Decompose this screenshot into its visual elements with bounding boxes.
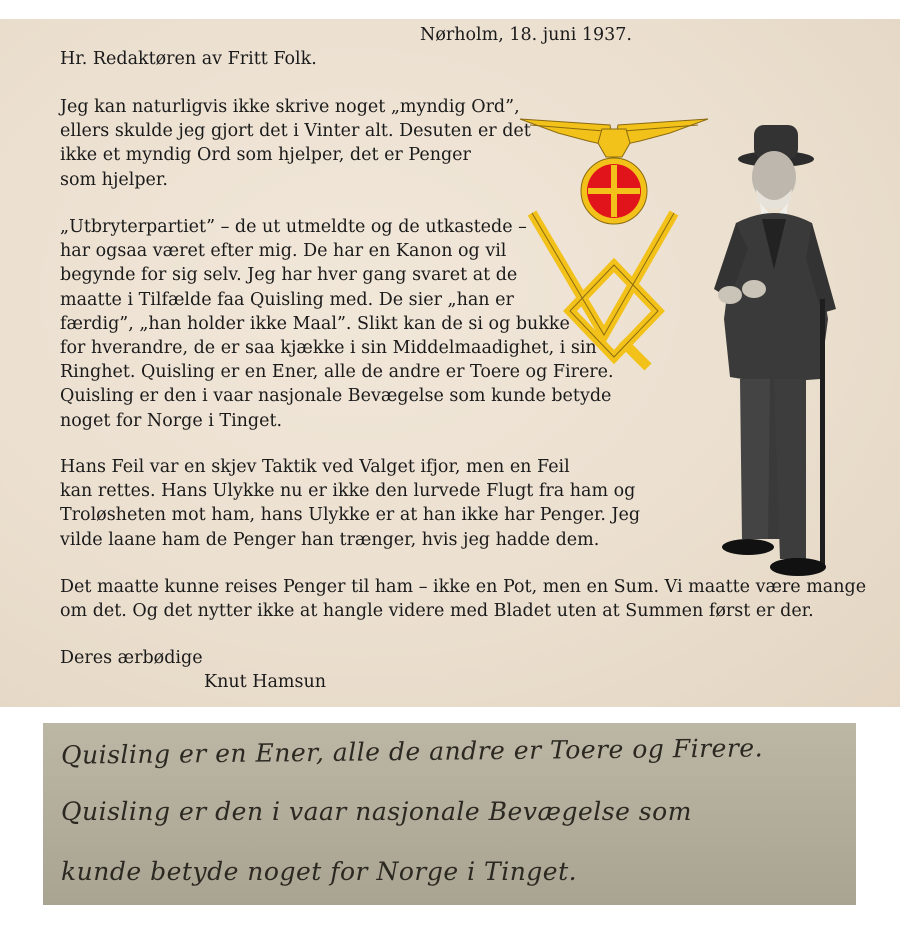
text-line: som hjelper. xyxy=(60,169,168,190)
text-line: „Utbryterpartiet” – de ut utmeldte og de utkastede – xyxy=(60,217,527,237)
text-line: begynde for sig selv. Jeg har hver gang svaret at de xyxy=(60,265,518,286)
letter-addressee: Hr. Redaktøren av Fritt Folk. xyxy=(60,49,317,69)
text-line: Jeg kan naturligvis ikke skrive noget „myndig Ord”, xyxy=(60,97,520,117)
text-line: har ogsaa været efter mig. De har en Kanon og vil xyxy=(60,241,507,262)
text-line: Hans Feil var en skjev Taktik ved Valget ifjor, men en Feil xyxy=(60,457,570,477)
letter-signature: Knut Hamsun xyxy=(204,672,327,692)
handwritten-line: kunde betyde noget for Norge i Tinget. xyxy=(61,857,578,886)
text-line: kan rettes. Hans Ulykke nu er ikke den lurvede Flugt fra ham og xyxy=(60,481,636,502)
handwritten-line: Quisling er den i vaar nasjonale Bevægelse som xyxy=(61,797,692,826)
handwritten-line: Quisling er en Ener, alle de andre er Toere og Firere. xyxy=(60,733,764,770)
text-line: om det. Og det nytter ikke at hangle videre med Bladet uten at Summen først er der. xyxy=(60,601,814,622)
eagle-emblem-icon xyxy=(518,115,710,377)
paragraph-3 xyxy=(60,455,640,552)
text-line: Troløsheten mot ham, hans Ulykke er at han ikke har Penger. Jeg xyxy=(60,505,641,526)
portrait-photo xyxy=(690,119,850,589)
text-line: færdig”, „han holder ikke Maal”. Slikt kan de si og bukke xyxy=(60,313,570,334)
text-line: ikke et myndig Ord som hjelper, det er Penger xyxy=(60,145,471,166)
text-line: for hverandre, de er saa kjække i sin Middelmaadighet, i sin xyxy=(60,338,597,359)
text-line: Det maatte kunne reises Penger til ham – ikke en Pot, men en Sum. Vi maatte være mange xyxy=(60,577,867,597)
text-line: ellers skulde jeg gjort det i Vinter alt. Desuten er det xyxy=(60,121,531,142)
text-line: maatte i Tilfælde faa Quisling med. De sier „han er xyxy=(60,289,514,310)
text-line: Quisling er den i vaar nasjonale Bevægelse som kunde betyde xyxy=(60,386,612,407)
handwritten-excerpt xyxy=(43,723,856,905)
text-line: Ringhet. Quisling er en Ener, alle de andre er Toere og Firere. xyxy=(60,362,614,383)
letter-date: Nørholm, 18. juni 1937. xyxy=(420,25,632,45)
typed-letter xyxy=(0,19,900,707)
paragraph-1 xyxy=(60,95,531,192)
text-line: noget for Norge i Tinget. xyxy=(60,410,283,431)
text-line: vilde laane ham de Penger han trænger, hvis jeg hadde dem. xyxy=(60,529,600,550)
letter-closing: Deres ærbødige xyxy=(60,648,203,668)
